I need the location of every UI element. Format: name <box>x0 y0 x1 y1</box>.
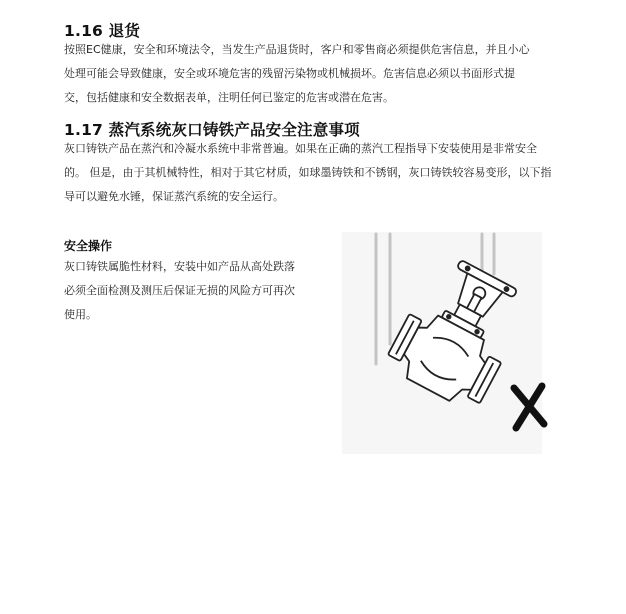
section-1-17-title: 1.17 蒸汽系统灰口铸铁产品安全注意事项 <box>64 121 360 139</box>
safety-operation-body <box>64 255 295 327</box>
body-line: 必须全面检测及测压后保证无损的风险方可再次 <box>64 284 295 297</box>
body-line: 的。 但是，由于其机械特性，相对于其它材质，如球墨铸铁和不锈钢，灰口铸铁较容易变形，以下指 <box>64 166 552 179</box>
falling-valve-illustration <box>330 228 555 456</box>
body-line: 按照EC健康，安全和环境法令，当发生产品退货时，客户和零售商必须提供危害信息，并且小心 <box>64 43 530 56</box>
body-line: 使用。 <box>64 308 97 321</box>
body-line: 灰口铸铁产品在蒸汽和冷凝水系统中非常普遍。如果在正确的蒸汽工程指导下安装使用是非常安全 <box>64 142 537 155</box>
section-1-16-body <box>64 38 530 110</box>
section-1-17-body <box>64 137 552 209</box>
body-line: 交，包括健康和安全数据表单，注明任何已鉴定的危害或潜在危害。 <box>64 91 394 104</box>
body-line: 导可以避免水锤，保证蒸汽系统的安全运行。 <box>64 190 284 203</box>
section-1-16-title: 1.16 退货 <box>64 22 141 40</box>
body-line: 灰口铸铁属脆性材料，安装中如产品从高处跌落 <box>64 260 295 273</box>
safety-operation-heading: 安全操作 <box>64 239 113 253</box>
body-line: 处理可能会导致健康，安全或环境危害的残留污染物或机械损坏。危害信息必须以书面形式提 <box>64 67 515 80</box>
